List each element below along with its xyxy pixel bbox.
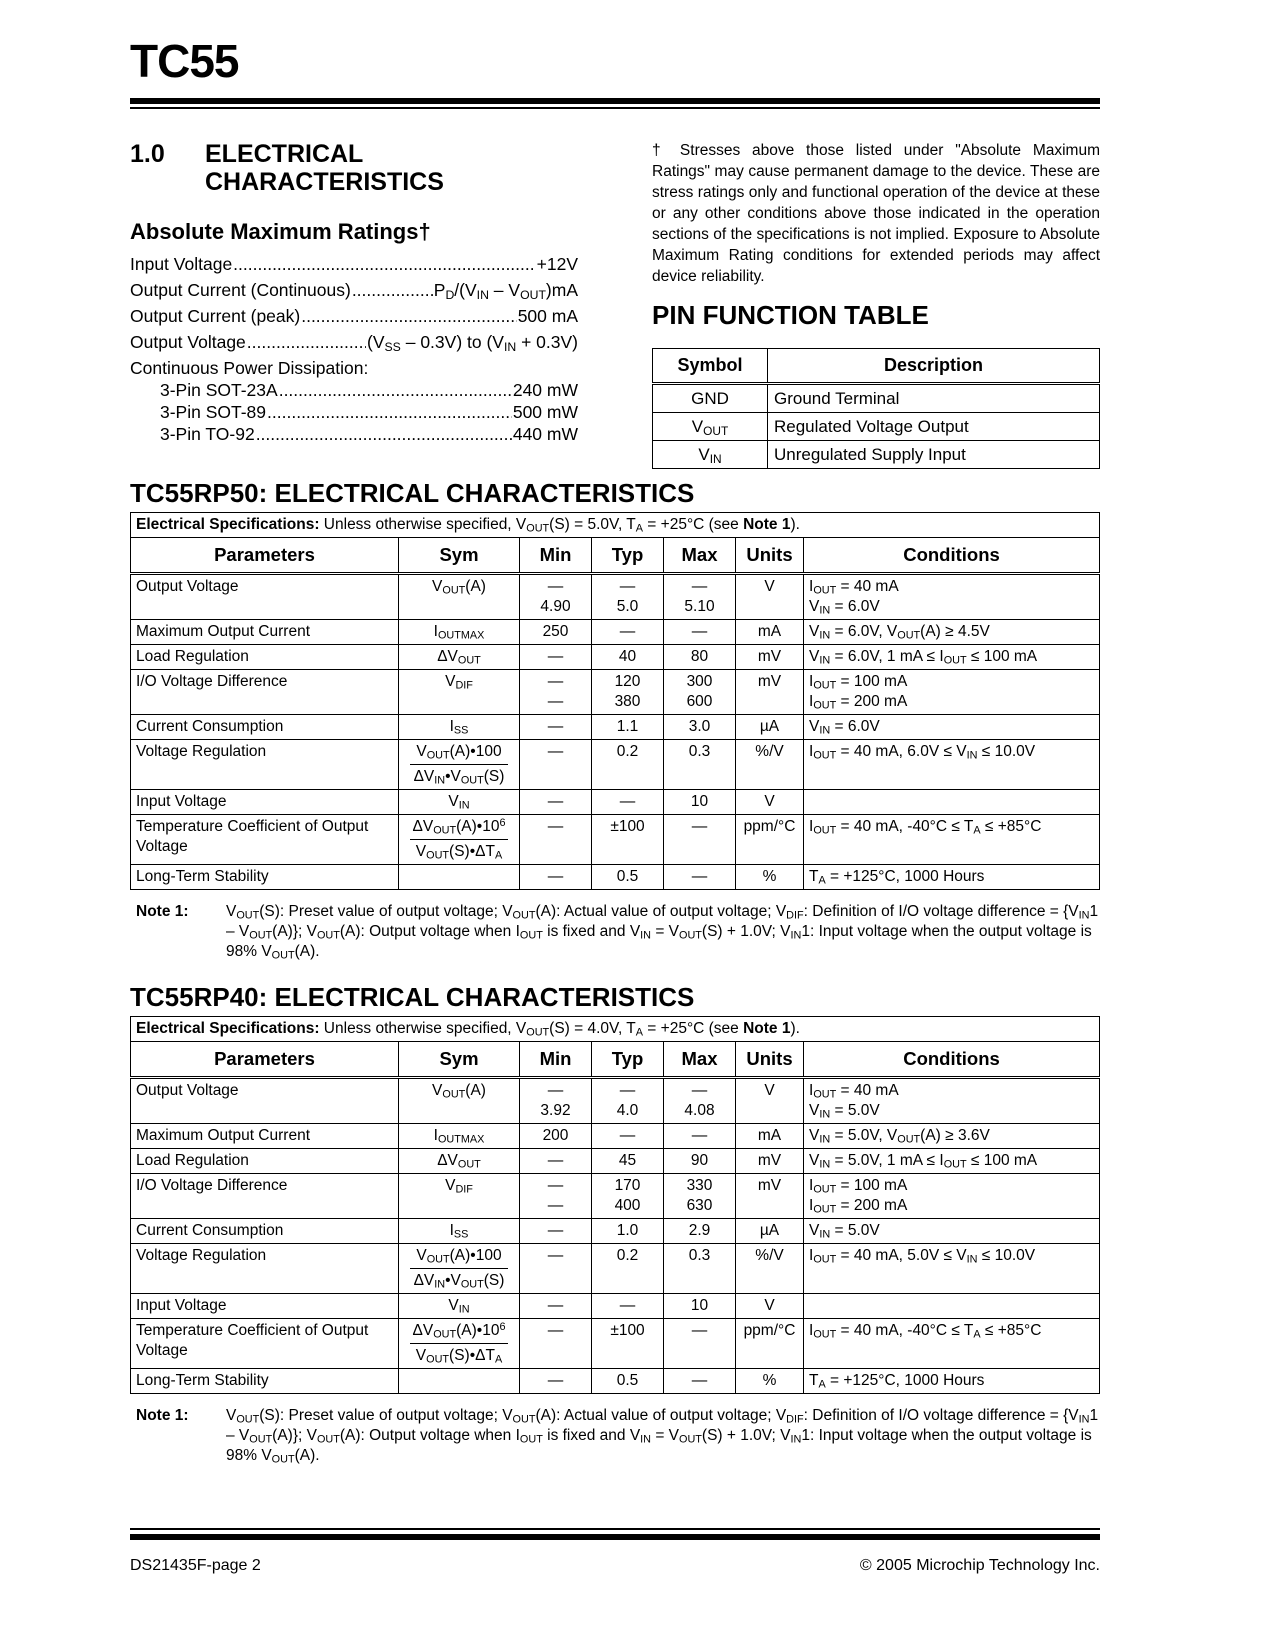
amr-output-voltage: Output Voltage ..... $(V_{SS} - 0.3V)$ to $(V_{IN} + 0.3V)$	[130, 329, 578, 355]
col-parameters: Parameters	[131, 1042, 399, 1078]
col-max: Max	[664, 1042, 736, 1078]
amr-sot23: 3-Pin SOT-23A ..... 240 mW	[160, 377, 578, 403]
table-row: Input Voltage $V_{IN}$ — — 10 V	[131, 1294, 1100, 1319]
table-row: Load Regulation $\Delta V_{OUT}$ — 40 80 mV $V_{IN} = 6.0V$, 1 mA ≤ $I_{OUT} \le 100$ mA	[131, 645, 1100, 670]
col-conditions: Conditions	[804, 538, 1100, 574]
col-min: Min	[520, 1042, 592, 1078]
table-row: Maximum Output Current $I_{OUTMAX}$ 250 — — mA $V_{IN} = 6.0V$, $V_{OUT}(A) \ge 4.5V$	[131, 620, 1100, 645]
footer-copyright: © 2005 Microchip Technology Inc.	[859, 1557, 1100, 1574]
amr-input-voltage: Input Voltage ..... +12V	[130, 251, 578, 277]
header-rule	[130, 98, 1100, 104]
table-row: Maximum Output Current $I_{OUTMAX}$ 200 — — mA $V_{IN} = 5.0V$, $V_{OUT}(A) \ge 3.6V$	[131, 1124, 1100, 1149]
pin-description: Unregulated Supply Input	[768, 441, 1100, 469]
table-row: Current Consumption $I_{SS}$ — 1.1 3.0 µA $V_{IN} = 6.0V$	[131, 715, 1100, 740]
stress-note: † Stresses above those listed under "Absolute Maximum Ratings" may cause permanent damage to the device. These are stress ratings only and functional operation of the device at these or any other conditions above those indicated in the operation sections of the specifications is not implied. Exposure to Absolute Maximum Rating conditions for extended periods may affect device reliability.	[652, 142, 1100, 285]
table-row: Temperature Coefficient of Output Voltage $\Delta V_{OUT}(A)•10^6$ $V_{OUT}(S)•\Delta T_A$ — ±100 — ppm/°C $I_{OUT} = 40$ mA, $-40^\circ C \le T_A \le +85^\circ C$	[131, 1319, 1100, 1369]
table-row	[653, 384, 1100, 413]
rp40-table	[130, 1016, 1100, 1394]
page-title: TC55	[130, 35, 239, 87]
amr-output-current-peak: Output Current (peak) ..... 500 mA	[130, 303, 578, 329]
table-row: Long-Term Stability — 0.5 — % $T_A = +125^\circ C$, 1000 Hours	[131, 1369, 1100, 1394]
table-row	[653, 413, 1100, 441]
col-min: Min	[520, 538, 592, 574]
col-conditions: Conditions	[804, 1042, 1100, 1078]
pin-col-symbol: Symbol	[653, 349, 768, 384]
col-max: Max	[664, 538, 736, 574]
amr-power-dissipation: Continuous Power Dissipation:	[130, 358, 369, 378]
rp50-spec-line: Electrical Specifications: Unless otherwise specified, $V_{OUT}(S) = 5.0V$, $T_A = +25^\circ C$ (see Note 1).	[131, 513, 1100, 538]
amr-to92: 3-Pin TO-92 ..... 440 mW	[160, 421, 578, 447]
table-row	[653, 441, 1100, 469]
rp40-heading: TC55RP40: ELECTRICAL CHARACTERISTICS	[130, 982, 695, 1012]
table-row: Long-Term Stability — 0.5 — % $T_A = +125^\circ C$, 1000 Hours	[131, 865, 1100, 890]
amr-output-current-cont: Output Current (Continuous) ..... $P_D/(V_{IN} - V_{OUT})mA$	[130, 277, 578, 303]
pin-description: Ground Terminal	[768, 384, 1100, 413]
table-row: Current Consumption $I_{SS}$ — 1.0 2.9 µA $V_{IN} = 5.0V$	[131, 1219, 1100, 1244]
pin-symbol: $V_{IN}$	[653, 441, 768, 469]
amr-heading: Absolute Maximum Ratings†	[130, 219, 431, 244]
col-units: Units	[736, 1042, 804, 1078]
section-title: ELECTRICAL CHARACTERISTICS	[205, 140, 444, 196]
table-row: Input Voltage $V_{IN}$ — — 10 V	[131, 790, 1100, 815]
pin-description: Regulated Voltage Output	[768, 413, 1100, 441]
col-parameters: Parameters	[131, 538, 399, 574]
col-typ: Typ	[592, 1042, 664, 1078]
footer-rule	[130, 1534, 1100, 1540]
table-row: Voltage Regulation $V_{OUT}(A)•100$ $\Delta V_{IN}•V_{OUT}(S)$ — 0.2 0.3 %/V $I_{OUT} = 40$ mA, $6.0V \le V_{IN} \le 10.0V$	[131, 740, 1100, 790]
pin-symbol: GND	[653, 384, 768, 413]
amr-sot89: 3-Pin SOT-89 ..... 500 mW	[160, 399, 578, 425]
pin-function-table	[652, 348, 1100, 469]
pin-col-description: Description	[768, 349, 1100, 384]
rp40-spec-line: Electrical Specifications: Unless otherwise specified, $V_{OUT}(S) = 4.0V$, $T_A = +25^\circ C$ (see Note 1).	[131, 1017, 1100, 1042]
section-number: 1.0	[130, 140, 165, 168]
rp40-note: Note 1: $V_{OUT}(S)$: Preset value of output voltage; $V_{OUT}(A)$: Actual value of output voltage; $V_{DIF}$: Definition of I/O voltage difference = $\{V_{IN}1 - V_{OUT}(A)\}$; $V_{OUT}(A)$: Output voltage when $I_{OUT}$ is fixed and $V_{IN} = V_{OUT}(S) + 1.0V$; $V_{IN}1$: Input voltage when the output voltage is 98% $V_{OUT}(A)$.	[136, 1407, 1099, 1466]
table-row: Voltage Regulation $V_{OUT}(A)•100$ $\Delta V_{IN}•V_{OUT}(S)$ — 0.2 0.3 %/V $I_{OUT} = 40$ mA, $5.0V \le V_{IN} \le 10.0V$	[131, 1244, 1100, 1294]
table-row: I/O Voltage Difference $V_{DIF}$ — — 120 380 300 600 mV $I_{OUT} = 100$ mA $I_{OUT} = 200$ mA	[131, 670, 1100, 715]
col-typ: Typ	[592, 538, 664, 574]
table-row: I/O Voltage Difference $V_{DIF}$ — — 170 400 330 630 mV $I_{OUT} = 100$ mA $I_{OUT} = 200$ mA	[131, 1174, 1100, 1219]
table-row: Load Regulation $\Delta V_{OUT}$ — 45 90 mV $V_{IN} = 5.0V$, 1 mA ≤ $I_{OUT} \le 100$ mA	[131, 1149, 1100, 1174]
col-units: Units	[736, 538, 804, 574]
rp50-note: Note 1: $V_{OUT}(S)$: Preset value of output voltage; $V_{OUT}(A)$: Actual value of output voltage; $V_{DIF}$: Definition of I/O voltage difference = $\{V_{IN}1 - V_{OUT}(A)\}$; $V_{OUT}(A)$: Output voltage when $I_{OUT}$ is fixed and $V_{IN} = V_{OUT}(S) + 1.0V$; $V_{IN}1$: Input voltage when the output voltage is 98% $V_{OUT}(A)$.	[136, 903, 1099, 962]
rp50-table	[130, 512, 1100, 890]
col-sym: Sym	[399, 1042, 520, 1078]
col-sym: Sym	[399, 538, 520, 574]
table-row: Output Voltage $V_{OUT}(A)$ — 4.90 — 5.0 — 5.10 V $I_{OUT} = 40$ mA $V_{IN} = 6.0V$	[131, 574, 1100, 620]
footer-rule-thin	[130, 1528, 1100, 1530]
header-rule-thin	[130, 107, 1100, 109]
table-row: Output Voltage $V_{OUT}(A)$ — 3.92 — 4.0 — 4.08 V $I_{OUT} = 40$ mA $V_{IN} = 5.0V$	[131, 1078, 1100, 1124]
pin-symbol: $V_{OUT}$	[653, 413, 768, 441]
pin-table-heading: PIN FUNCTION TABLE	[652, 300, 929, 330]
rp50-heading: TC55RP50: ELECTRICAL CHARACTERISTICS	[130, 478, 695, 508]
table-row: Temperature Coefficient of Output Voltage $\Delta V_{OUT}(A)•10^6$ $V_{OUT}(S)•\Delta T_A$ — ±100 — ppm/°C $I_{OUT} = 40$ mA, $-40^\circ C \le T_A \le +85^\circ C$	[131, 815, 1100, 865]
footer-doc-id: DS21435F-page 2	[130, 1557, 261, 1574]
